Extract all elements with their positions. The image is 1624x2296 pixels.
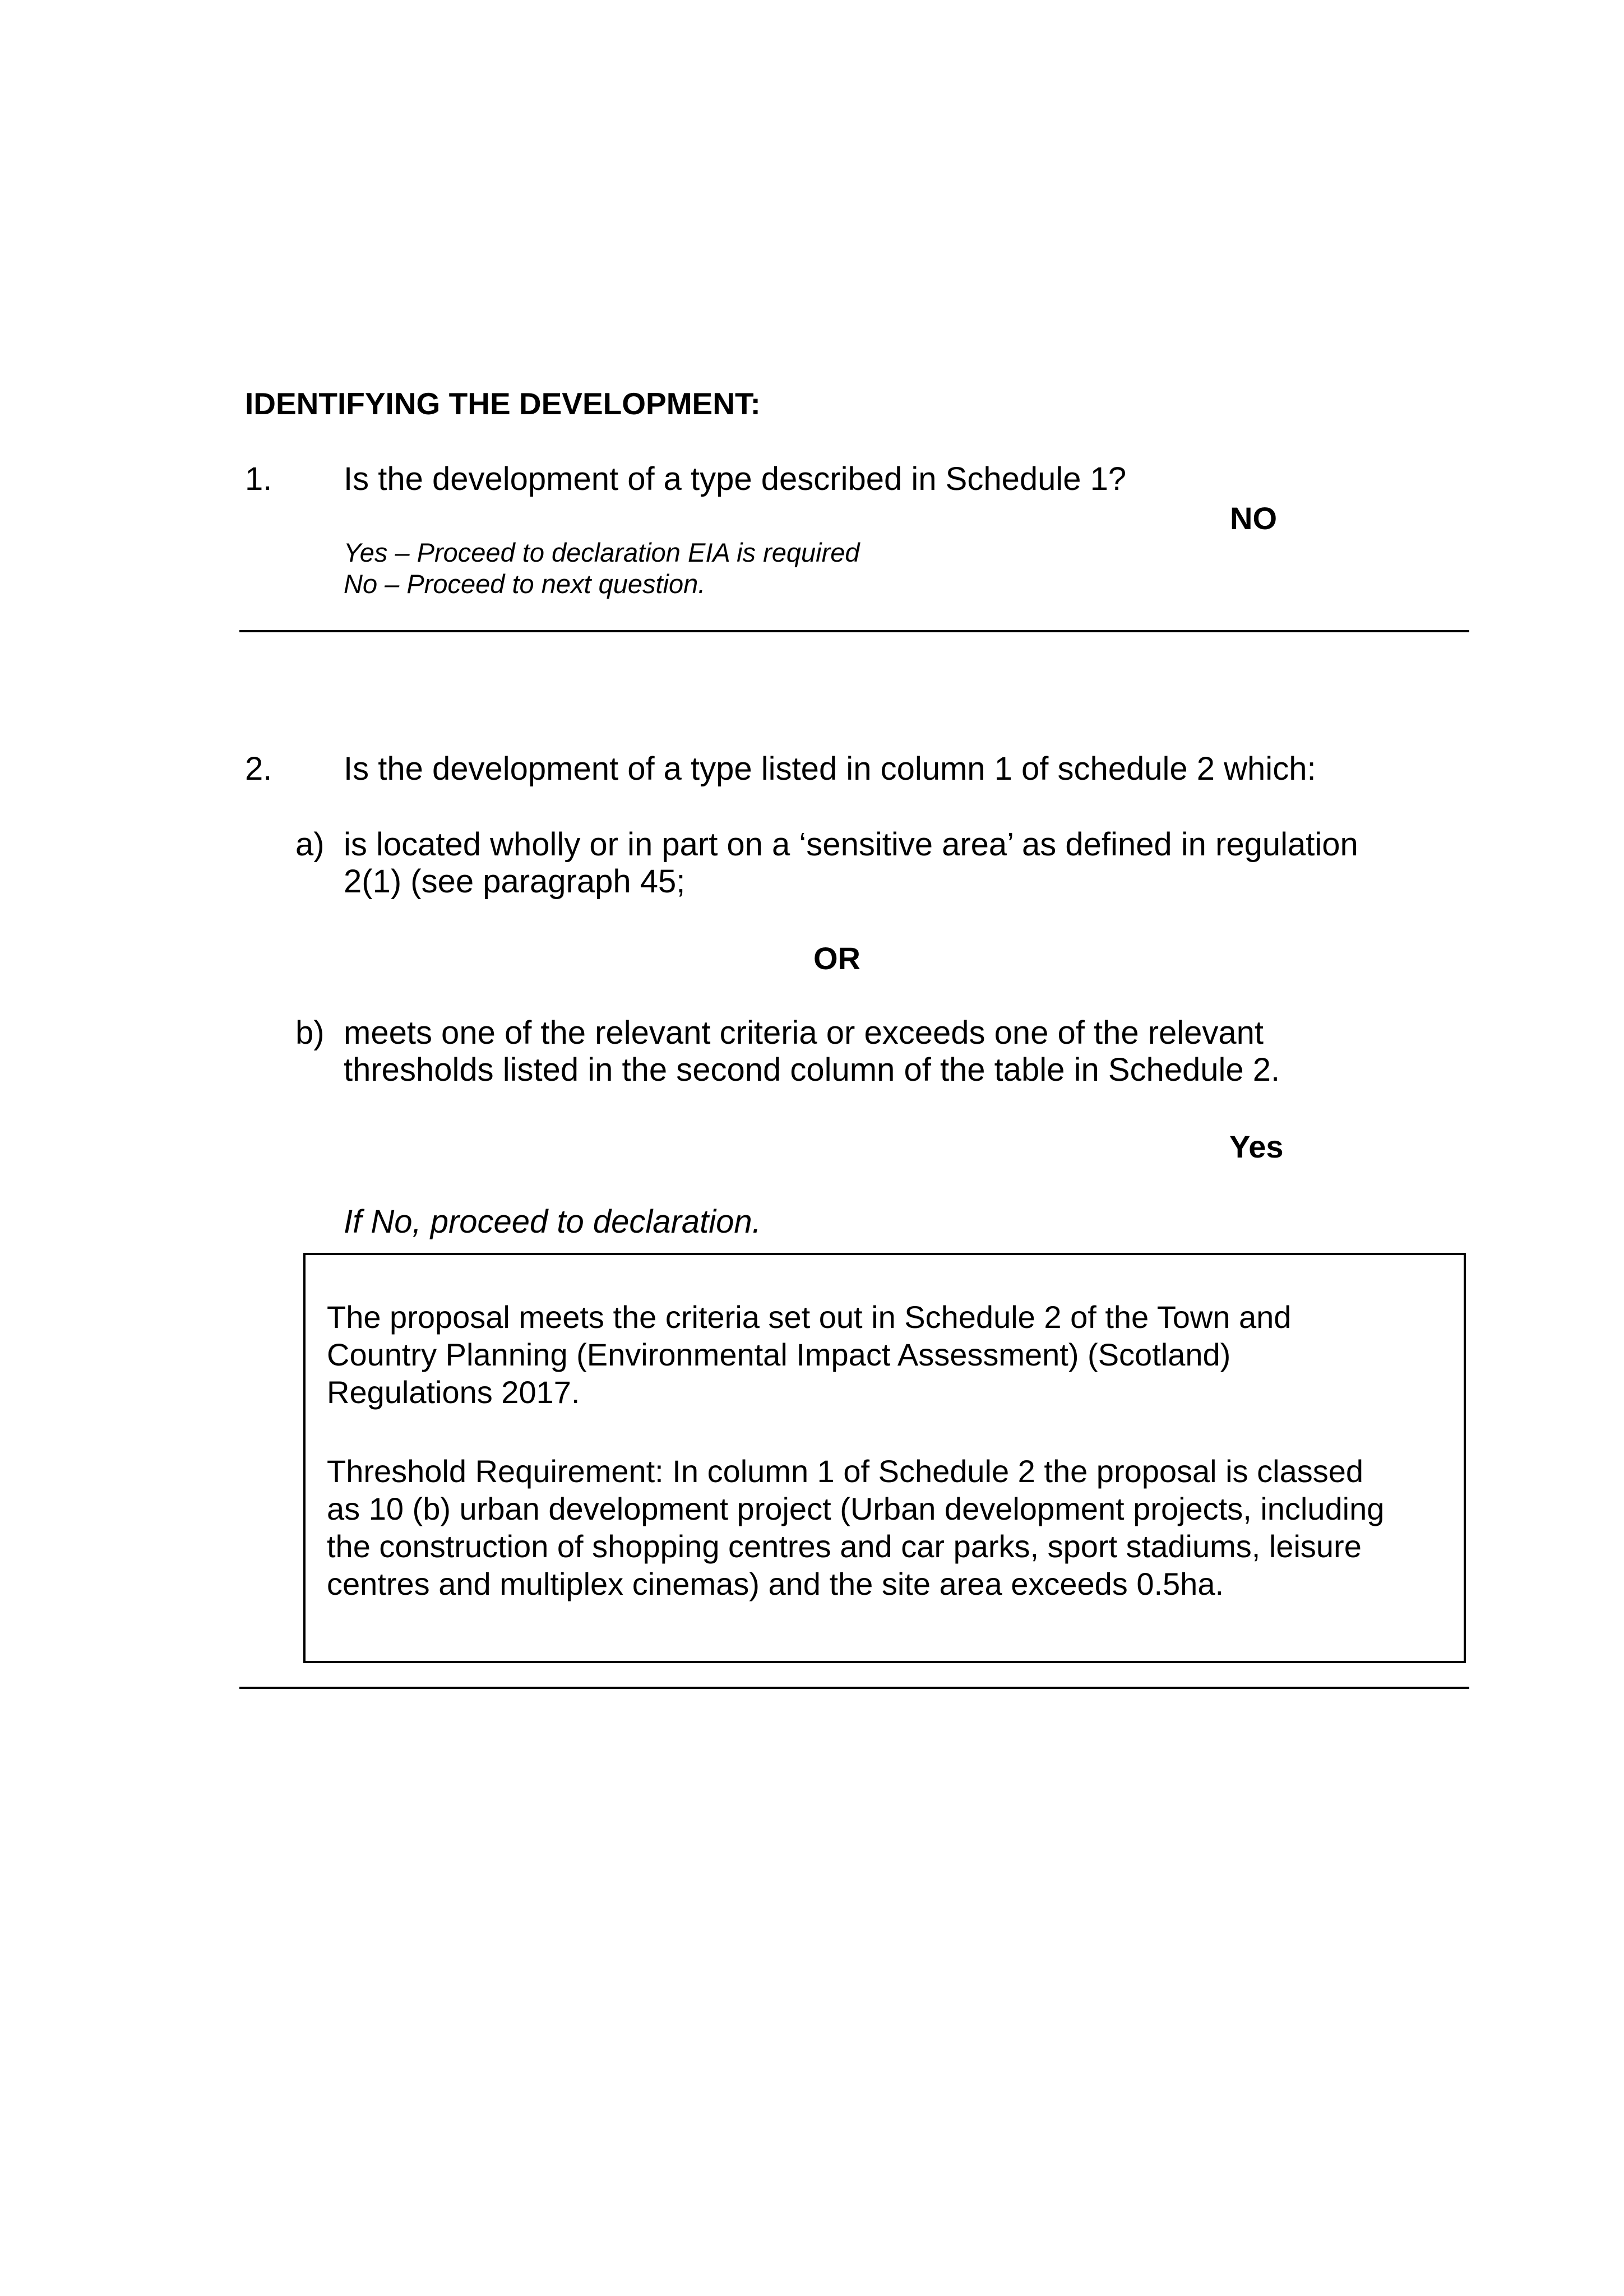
assessment-paragraph-2: Threshold Requirement: In column 1 of Schedule 2 the proposal is classed as 10 (b) urban development project (Urban development projects, including the construction of shopping centres and car parks, sport stadiums, leisure centres and multiplex cinemas) and the site area exceeds 0.5ha. — [327, 1453, 1385, 1601]
item-b-label: b) — [295, 1015, 325, 1051]
question-1-number: 1. — [245, 461, 272, 497]
question-1-note-no: No – Proceed to next question. — [344, 569, 706, 599]
section-title: IDENTIFYING THE DEVELOPMENT: — [245, 386, 761, 421]
question-1-answer: NO — [1230, 501, 1277, 536]
question-2-number: 2. — [245, 751, 272, 787]
item-a-label: a) — [295, 826, 325, 863]
question-2-answer: Yes — [1229, 1129, 1284, 1164]
item-b-line-1: meets one of the relevant criteria or exceeds one of the relevant — [344, 1015, 1264, 1051]
assessment-box — [303, 1253, 1466, 1663]
item-a-line-2: 2(1) (see paragraph 45; — [344, 863, 686, 900]
section-divider-2 — [239, 1687, 1469, 1689]
question-1-text: Is the development of a type described in Schedule 1? — [344, 461, 1127, 497]
item-a-line-1: is located wholly or in part on a ‘sensitive area’ as defined in regulation — [344, 826, 1358, 863]
section-divider-1 — [239, 630, 1469, 632]
question-2-text: Is the development of a type listed in column 1 of schedule 2 which: — [344, 751, 1316, 787]
question-1-note-yes: Yes – Proceed to declaration EIA is required — [344, 538, 860, 567]
if-no-instruction: If No, proceed to declaration. — [344, 1203, 761, 1240]
or-separator: OR — [813, 941, 860, 976]
assessment-paragraph-1: The proposal meets the criteria set out in Schedule 2 of the Town and Country Planning (Environmental Impact Assessment) (Scotland) Regulations 2017. — [327, 1299, 1292, 1410]
item-b-line-2: thresholds listed in the second column of the table in Schedule 2. — [344, 1052, 1280, 1088]
